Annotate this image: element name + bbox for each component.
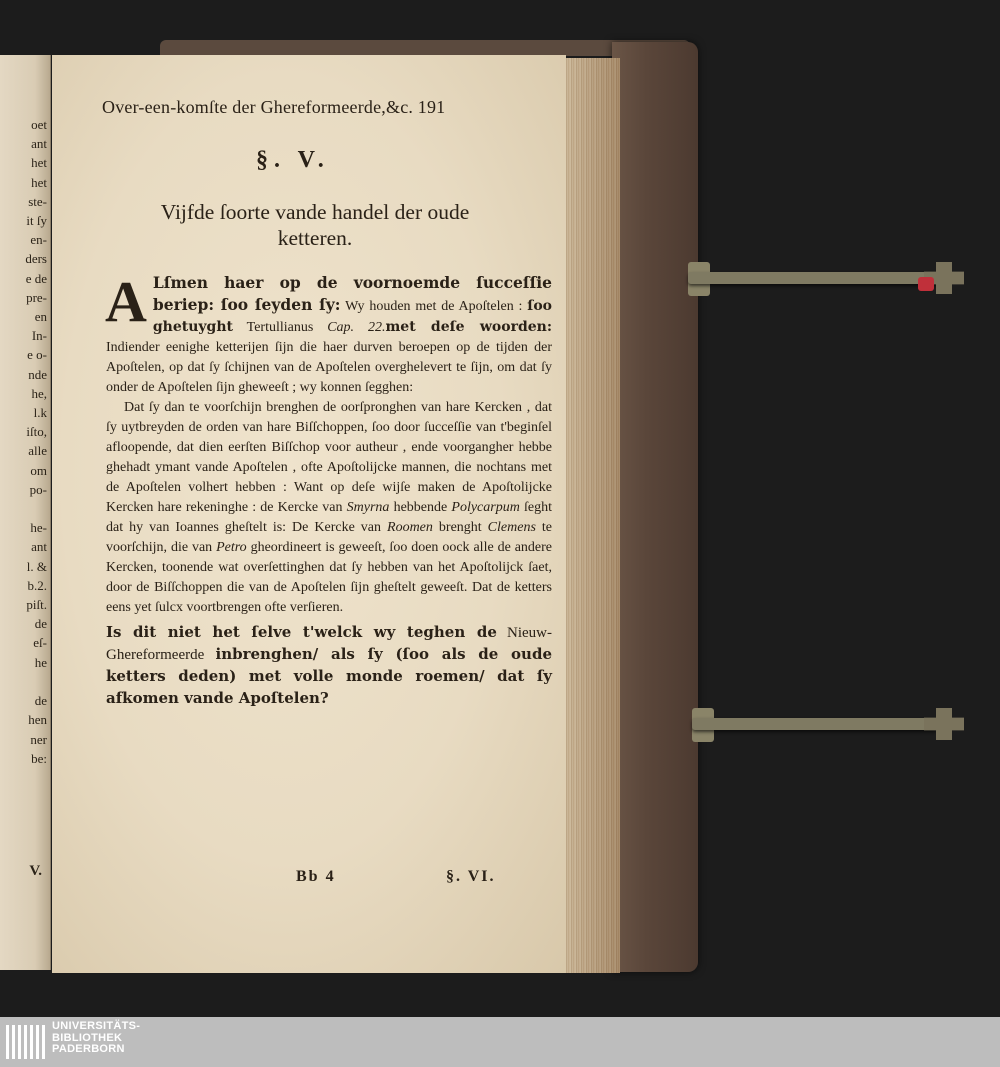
previous-page-line: hen [28, 712, 47, 728]
body-text [105, 269, 552, 710]
roman-text: gheordineert is geweeſt, ſoo doen oock alle de andere Kercken, toonende wat overſettinghen dat ſy hebben van het Apoſtolijck ſaet, door de Biſſchoppen die van de Apoſtelen ſijn gheſtelt geweeſt. Dat de ketters eens yet ſulcx voortbrengen ofte verſieren. [106, 540, 552, 615]
previous-page-line: het [31, 174, 47, 190]
blackletter-text: met deſe woorden: [385, 319, 552, 335]
library-line-2: BIBLIOTHEK [52, 1031, 123, 1044]
previous-page-line: e o- [27, 347, 47, 363]
previous-page-line: be: [31, 750, 47, 766]
running-head: Over-een-komſte der Ghereformeerde,&c. 191 [102, 97, 446, 117]
section-title [88, 199, 542, 251]
previous-page-line: b.2. [27, 577, 47, 593]
previous-page-line: iſto, [26, 424, 47, 440]
roman-text: brenght [432, 520, 488, 535]
library-logo-icon [6, 1025, 46, 1059]
previous-page-line: piſt. [26, 597, 47, 613]
roman-text: Indiender eenighe ketterijen ſijn die haer durven beroepen op de tijden der Apoſtelen, op dat ſy ſchijnen van de Apoſtelen overghelevert te ſijn, om dat ſy onder de Apoſtelen ſijn gheweeſt ; wy konnen ſegghen: [106, 340, 552, 395]
title-line-2: ketteren. [277, 226, 353, 250]
previous-page-line: om [30, 462, 47, 478]
previous-page-strip [0, 55, 51, 970]
previous-page-line: he, [31, 385, 47, 401]
italic-text: Smyrna [346, 500, 390, 515]
italic-text: Cap. 22. [327, 320, 386, 335]
library-line-3: PADERBORN [52, 1043, 125, 1055]
roman-text: ſeght dat hy van Ioannes gheſtelt is: De Kercke van [106, 500, 552, 535]
previous-page-text [25, 115, 47, 768]
previous-page-line: it ſy [26, 213, 47, 229]
page-edges [562, 58, 620, 973]
section-number: §. V. [256, 147, 330, 173]
previous-page-line: ant [31, 539, 47, 555]
book-cover-top [160, 40, 690, 56]
paragraph-3 [106, 622, 552, 710]
previous-page-line: en- [30, 232, 47, 248]
paragraph-1 [105, 269, 552, 398]
previous-page-line: eſ- [33, 635, 47, 651]
previous-page-line: ders [25, 251, 47, 267]
previous-page-line: pre- [26, 289, 47, 305]
italic-text: Polycarpum [451, 500, 520, 515]
italic-text: Petro [216, 540, 247, 555]
italic-text: Roomen [387, 520, 433, 535]
previous-page-line: ner [30, 731, 47, 747]
previous-page-line: het [31, 155, 47, 171]
previous-page-line: he- [30, 520, 47, 536]
red-seal-mark [918, 277, 934, 291]
previous-page-line: he [34, 654, 47, 670]
previous-page-line: de [34, 693, 47, 709]
previous-page-line: l. & [26, 558, 47, 574]
library-footer [0, 1017, 1000, 1067]
brass-clasp-lower [692, 708, 967, 738]
previous-page-line: e de [25, 270, 47, 286]
previous-page-line: ant [31, 136, 47, 152]
blackletter-text: inbrenghen/ als ſy (ſoo als de oude ketters deden) met volle monde roemen/ dat ſy afkomen vande Apoſtelen? [106, 645, 552, 707]
roman-text: Dat ſy dan te voorſchijn brenghen de oorſpronghen van hare Kercken , dat ſy uytbreyden de orden van hare Biſſchoppen, ſoo door ſucceſſie van t'beginſel afloopende, dat dien eerſten Biſſchop voor autheur , ende voorgangher hebbe ghehadt ymant vande Apoſtelen , ofte Apoſtolijcke mannen, die nochtans met de Apoſtelen volhert hebben : Want op deſe wijſe maken de Apoſtolijcke Kercken hare rekeninghe : de Kercke van [106, 400, 552, 515]
previous-page-line: l.k [33, 405, 47, 421]
roman-text: Wy houden met de Apoſtelen : [340, 299, 528, 314]
roman-text: hebbende [389, 500, 452, 515]
previous-page-line: ste- [28, 193, 47, 209]
roman-text: te voorſchijn, die van [106, 520, 552, 555]
previous-page-line [25, 672, 47, 691]
paragraph-2 [106, 398, 552, 618]
previous-page-line: nde [28, 366, 47, 382]
signature-mark: Bb 4 [296, 868, 336, 885]
book-page [52, 55, 566, 973]
book-cover-back [612, 42, 698, 972]
title-line-1: Vijfde ſoorte vande handel der oude [160, 200, 470, 224]
roman-text: Tertullianus [232, 320, 328, 335]
blackletter-text: Is dit niet het ſelve t'welck wy teghen de [106, 623, 497, 641]
blackletter-text: beriep: ſoo ſeyden ſy: [152, 295, 341, 314]
italic-text: Clemens [487, 520, 536, 535]
previous-page-line: po- [29, 481, 47, 497]
library-line-1: UNIVERSITÄTS- [52, 1020, 141, 1032]
roman-text: Nieuw-Ghereformeerde [106, 625, 552, 663]
blackletter-text: ſoo ghetuyght [152, 298, 552, 335]
previous-page-line [25, 499, 47, 518]
previous-page-line: In- [31, 328, 47, 344]
previous-page-line: de [34, 616, 47, 632]
drop-cap: A [105, 269, 147, 334]
catchword: §. VI. [446, 868, 496, 885]
previous-page-line: en [34, 309, 47, 325]
previous-page-line: alle [28, 443, 47, 459]
previous-page-catchword: V. [29, 863, 42, 879]
previous-page-line: oet [31, 117, 47, 132]
library-name [52, 1021, 140, 1056]
blackletter-text: Lſmen haer op de voornoemde ſucceſſie [152, 273, 552, 292]
